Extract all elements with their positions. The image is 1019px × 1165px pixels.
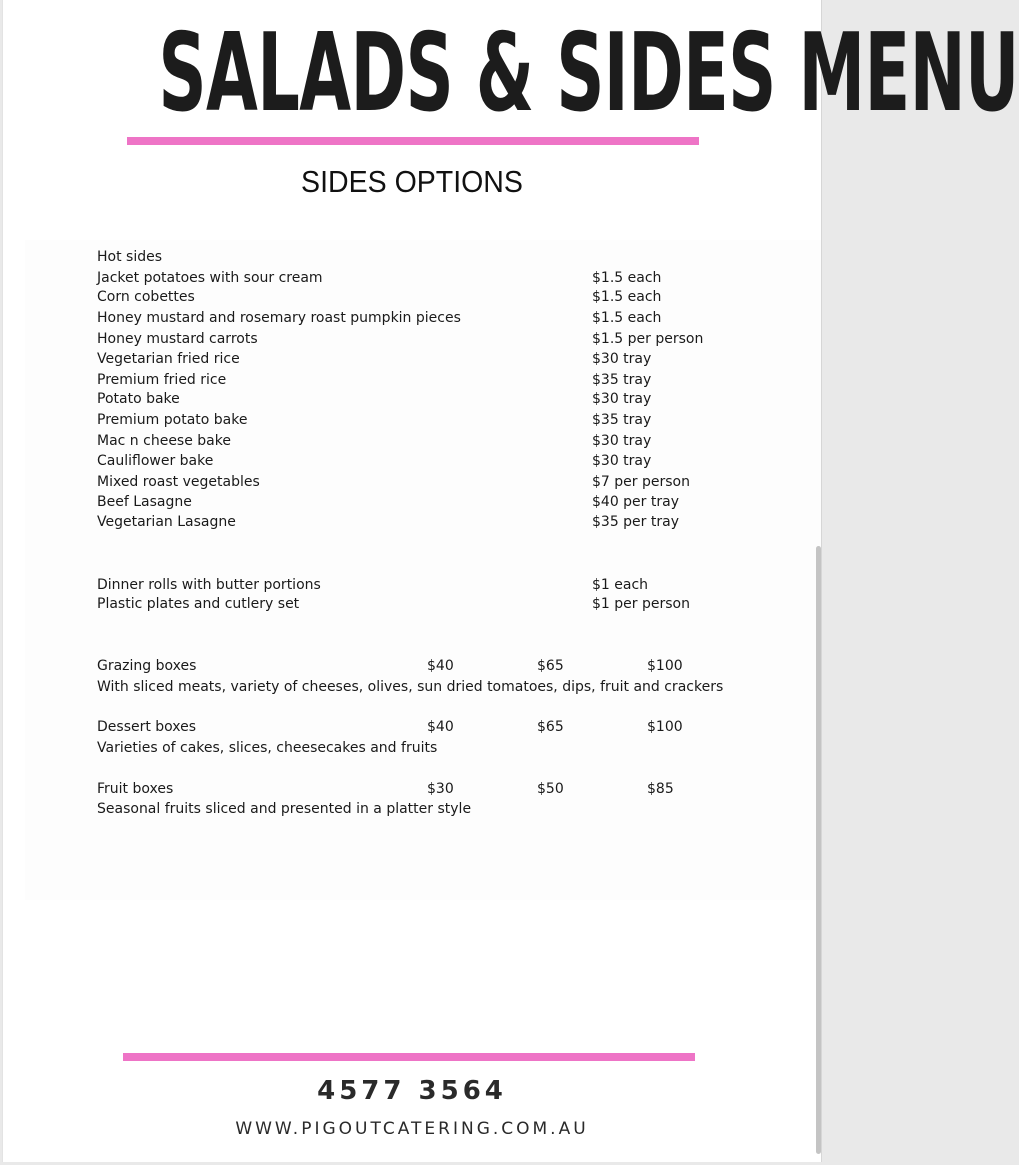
website-url: WWW.PIGOUTCATERING.COM.AU (235, 1119, 589, 1139)
menu-item-name: Beef Lasagne (97, 494, 192, 510)
box-price-large: $85 (647, 781, 674, 797)
menu-item-price: $7 per person (592, 474, 690, 490)
menu-item-name: Honey mustard and rosemary roast pumpkin pieces (97, 310, 461, 326)
box-price-large: $100 (647, 658, 683, 674)
menu-item-name: Vegetarian fried rice (97, 351, 240, 367)
menu-item-name: Premium potato bake (97, 412, 248, 428)
menu-item-price: $40 per tray (592, 494, 679, 510)
menu-item-price: $1.5 per person (592, 331, 704, 347)
section-subtitle: SIDES OPTIONS (301, 164, 523, 199)
menu-item-name: Jacket potatoes with sour cream (97, 270, 323, 286)
menu-content (25, 240, 821, 900)
box-price-small: $40 (427, 719, 454, 735)
menu-item-name: Mac n cheese bake (97, 433, 231, 449)
menu-item-price: $30 tray (592, 351, 652, 367)
menu-item-name: Vegetarian Lasagne (97, 514, 236, 530)
box-name: Fruit boxes (97, 781, 174, 797)
extra-item-name: Dinner rolls with butter portions (97, 577, 321, 593)
box-name: Grazing boxes (97, 658, 197, 674)
extra-item-price: $1 per person (592, 596, 690, 612)
menu-item-price: $30 tray (592, 391, 652, 407)
menu-item-price: $30 tray (592, 453, 652, 469)
bottom-accent-bar (123, 1053, 695, 1061)
box-price-medium: $50 (537, 781, 564, 797)
menu-item-name: Potato bake (97, 391, 180, 407)
box-description: With sliced meats, variety of cheeses, olives, sun dried tomatoes, dips, fruit and crackers (97, 679, 724, 695)
menu-item-name: Corn cobettes (97, 289, 195, 305)
menu-item-price: $35 per tray (592, 514, 679, 530)
vertical-scrollbar[interactable] (816, 546, 821, 1154)
menu-item-name: Mixed roast vegetables (97, 474, 260, 490)
extra-item-price: $1 each (592, 577, 649, 593)
box-price-large: $100 (647, 719, 683, 735)
menu-item-name: Premium fried rice (97, 372, 227, 388)
top-accent-bar (127, 137, 699, 145)
box-price-small: $30 (427, 781, 454, 797)
box-price-medium: $65 (537, 658, 564, 674)
menu-item-price: $30 tray (592, 433, 652, 449)
page-title: SALADS & SIDES MENU (158, 11, 1019, 136)
menu-item-price: $1.5 each (592, 270, 662, 286)
box-description: Varieties of cakes, slices, cheesecakes and fruits (97, 740, 438, 756)
menu-item-price: $1.5 each (592, 310, 662, 326)
menu-item-price: $35 tray (592, 412, 652, 428)
menu-item-name: Honey mustard carrots (97, 331, 258, 347)
menu-page (2, 0, 1019, 1162)
box-description: Seasonal fruits sliced and presented in a platter style (97, 801, 472, 817)
box-name: Dessert boxes (97, 719, 197, 735)
box-price-small: $40 (427, 658, 454, 674)
menu-item-price: $1.5 each (592, 289, 662, 305)
menu-item-name: Cauliflower bake (97, 453, 214, 469)
box-price-medium: $65 (537, 719, 564, 735)
hot-sides-heading: Hot sides (97, 249, 163, 265)
extra-item-name: Plastic plates and cutlery set (97, 596, 300, 612)
menu-item-price: $35 tray (592, 372, 652, 388)
phone-number: 4577 3564 (317, 1076, 507, 1106)
